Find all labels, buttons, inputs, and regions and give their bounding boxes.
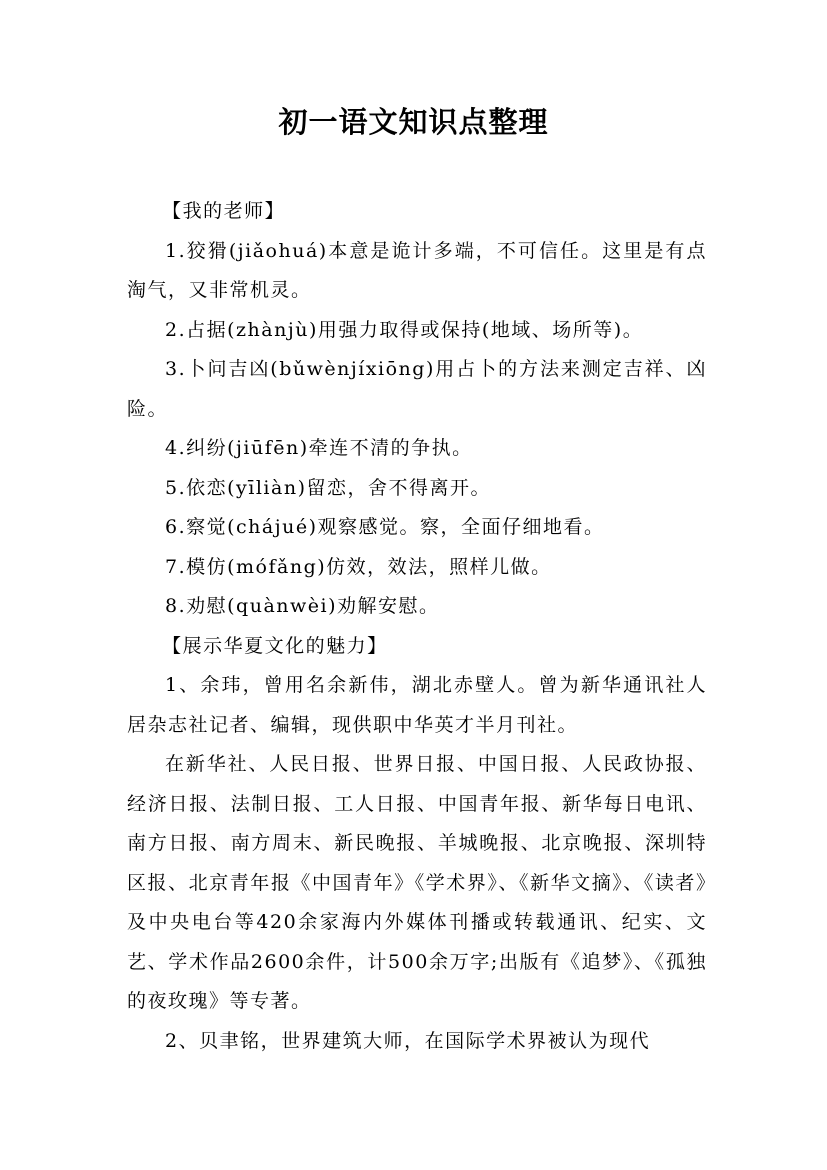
paragraph-publications: 在新华社、人民日报、世界日报、中国日报、人民政协报、经济日报、法制日报、工人日报、中国青年报、新华每日电讯、南方日报、南方周末、新民晚报、羊城晚报、北京晚报、深圳特区报、北京青年报《中国青年》《学术界》、《新华文摘》、《读者》及中央电台等420余家海内外媒体刊播或转载通讯、纪实、文艺、学术作品2600余件，计500余万字;出版有《追梦》、《孤独的夜玫瑰》等专著。: [127, 753, 707, 1012]
paragraph-bei-yuming: 2、贝聿铭，世界建筑大师，在国际学术界被认为现代: [165, 1029, 651, 1052]
vocab-item-2: 2.占据(zhànjù)用强力取得或保持(地域、场所等)。: [165, 318, 644, 341]
paragraph-yu-wei: 1、余玮，曾用名余新伟，湖北赤壁人。曾为新华通讯社人居杂志社记者、编辑，现供职中华英才半月刊社。: [127, 674, 707, 736]
vocab-item-8: 8.劝慰(quànwèi)劝解安慰。: [165, 595, 440, 617]
vocab-item-3: 3.卜问吉凶(bǔwènjíxiōng)用占卜的方法来测定吉祥、凶险。: [127, 358, 707, 420]
document-body: [127, 192, 707, 1061]
document-title: 初一语文知识点整理: [278, 105, 549, 139]
vocab-item-7: 7.模仿(mófǎng)仿效，效法，照样儿做。: [165, 555, 552, 578]
section-heading-my-teacher: 【我的老师】: [162, 200, 286, 222]
vocab-item-4: 4.纠纷(jiūfēn)牵连不清的争执。: [165, 437, 473, 459]
vocab-item-6: 6.察觉(chájué)观察感觉。察，全面仔细地看。: [165, 516, 605, 538]
section-heading-chinese-culture: 【展示华夏文化的魅力】: [162, 634, 388, 657]
vocab-item-5: 5.依恋(yīliàn)留恋，舍不得离开。: [165, 476, 491, 499]
vocab-item-1: 1.狡猾(jiǎohuá)本意是诡计多端，不可信任。这里是有点淘气，又非常机灵。: [127, 239, 707, 301]
